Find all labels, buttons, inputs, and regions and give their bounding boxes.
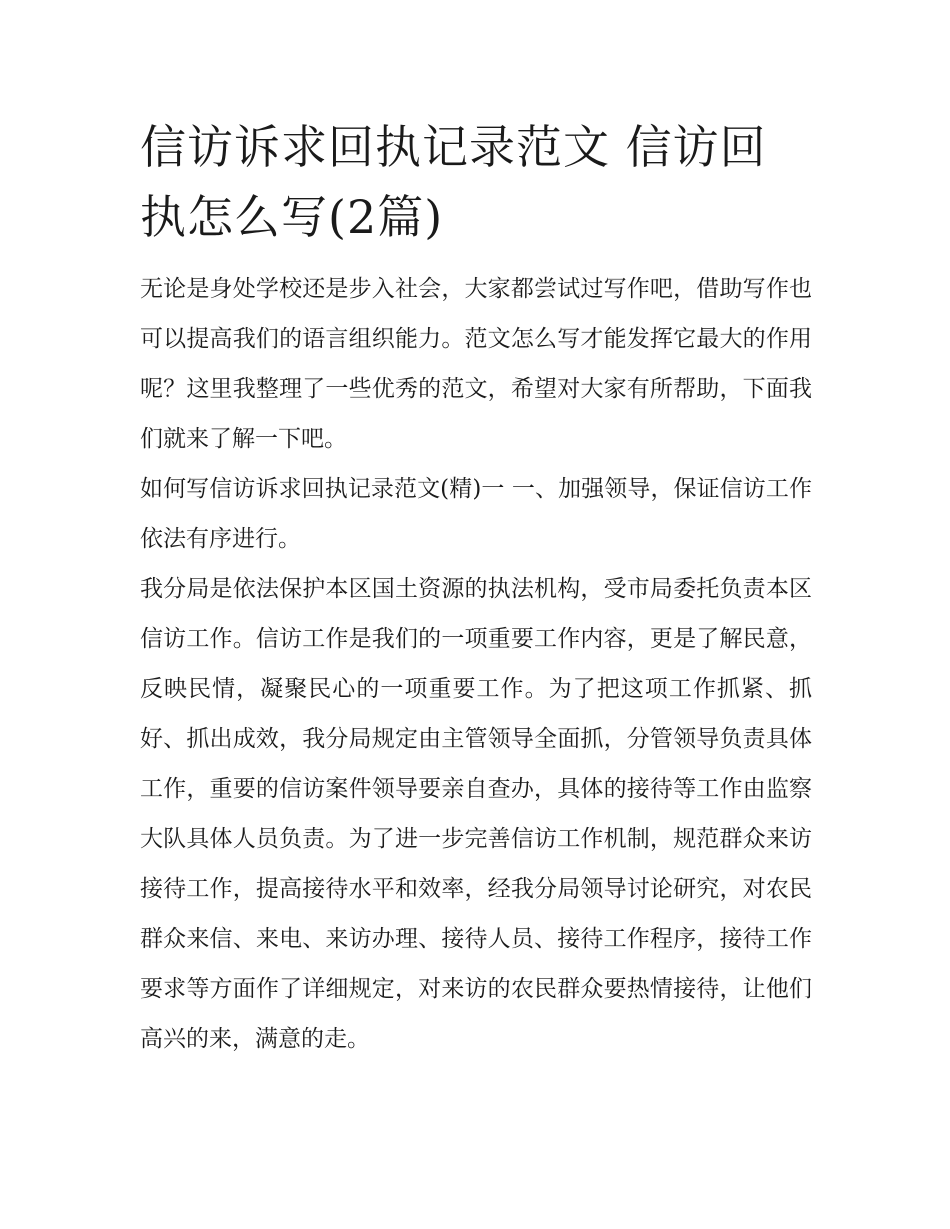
section-heading-paragraph: 如何写信访诉求回执记录范文(精)一 一、加强领导，保证信访工作依法有序进行。 (140, 476, 812, 552)
document-title: 信访诉求回执记录范文 信访回执怎么写(2篇) (140, 120, 767, 244)
intro-paragraph: 无论是身处学校还是步入社会，大家都尝试过写作吧，借助写作也可以提高我们的语言组织能力。范文怎么写才能发挥它最大的作用呢？这里我整理了一些优秀的范文，希望对大家有所帮助，下面我们就来了解一下吧。 (140, 276, 812, 452)
body-paragraph: 我分局是依法保护本区国土资源的执法机构，受市局委托负责本区信访工作。信访工作是我们的一项重要工作内容，更是了解民意，反映民情，凝聚民心的一项重要工作。为了把这项工作抓紧、抓好、抓出成效，我分局规定由主管领导全面抓，分管领导负责具体工作，重要的信访案件领导要亲自查办，具体的接待等工作由监察大队具体人员负责。为了进一步完善信访工作机制，规范群众来访接待工作，提高接待水平和效率，经我分局领导讨论研究，对农民群众来信、来电、来访办理、接待人员、接待工作程序，接待工作要求等方面作了详细规定，对来访的农民群众要热情接待，让他们高兴的来，满意的走。 (140, 576, 812, 1052)
document-body (140, 112, 812, 1064)
